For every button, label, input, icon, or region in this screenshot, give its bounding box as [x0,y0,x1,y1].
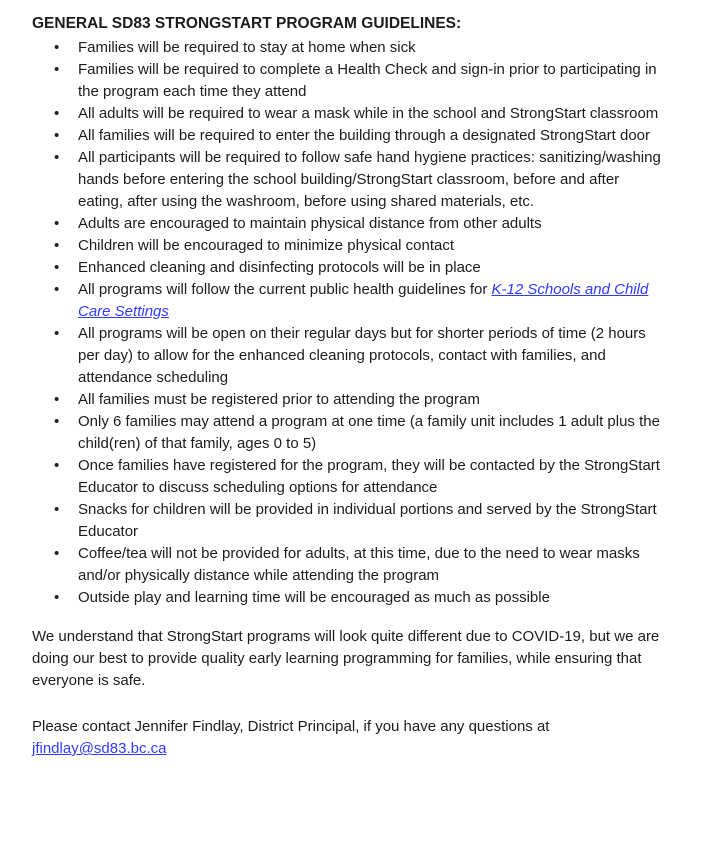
list-item-text: All programs will be open on their regular days but for shorter periods of time (2 hours per day) to allow for the enhanced cleaning protocols, contact with families, and attendance scheduling [78,325,646,386]
list-item [32,125,663,147]
list-item [32,279,663,323]
list-item [32,411,663,455]
closing-paragraph: We understand that StrongStart programs will look quite different due to COVID-19, but we are doing our best to provide quality early learning programming for families, while ensuring that everyone is safe. [32,628,660,689]
list-item-text: Families will be required to stay at home when sick [78,39,416,56]
list-item-text: Outside play and learning time will be encouraged as much as possible [78,589,550,606]
list-item [32,257,663,279]
list-item [32,59,663,103]
list-item-text: Children will be encouraged to minimize physical contact [78,237,455,254]
list-item-text: All participants will be required to follow safe hand hygiene practices: sanitizing/washing hands before entering the school building/StrongStart classroom, before and after eating, after using the washroom, before using shared materials, etc. [78,149,661,210]
k12-schools-link[interactable]: K-12 Schools and Child Care Settings [78,281,649,320]
list-item-text: Only 6 families may attend a program at one time (a family unit includes 1 adult plus the child(ren) of that family, ages 0 to 5) [78,413,660,452]
list-item [32,543,663,587]
list-item [32,103,663,125]
list-item-text: All families will be required to enter the building through a designated StrongStart door [78,127,651,144]
list-item [32,235,663,257]
list-item [32,499,663,543]
list-item-text: Coffee/tea will not be provided for adults, at this time, due to the need to wear masks and/or physically distance while attending the program [78,545,640,584]
list-item [32,587,663,609]
list-item-text: Enhanced cleaning and disinfecting protocols will be in place [78,259,481,276]
guidelines-list [32,37,663,609]
list-item [32,323,663,389]
email-link[interactable]: jfindlay@sd83.bc.ca [32,740,167,757]
contact-text: Please contact Jennifer Findlay, District Principal, if you have any questions at [32,718,550,735]
list-item-text: All programs will follow the current public health guidelines for [78,281,492,298]
list-item [32,37,663,59]
list-item [32,389,663,411]
list-item [32,455,663,499]
list-item-text: All adults will be required to wear a mask while in the school and StrongStart classroom [78,105,659,122]
list-item [32,147,663,213]
list-item-text: Snacks for children will be provided in individual portions and served by the StrongStart Educator [78,501,657,540]
page-title: GENERAL SD83 STRONGSTART PROGRAM GUIDELINES: [32,15,462,32]
list-item [32,213,663,235]
list-item-text: Adults are encouraged to maintain physical distance from other adults [78,215,542,232]
contact-paragraph [32,716,663,760]
list-item-text: Families will be required to complete a Health Check and sign-in prior to participating in the program each time they attend [78,61,657,100]
list-item-text: Once families have registered for the program, they will be contacted by the StrongStart Educator to discuss scheduling options for attendance [78,457,660,496]
list-item-text: All families must be registered prior to attending the program [78,391,480,408]
